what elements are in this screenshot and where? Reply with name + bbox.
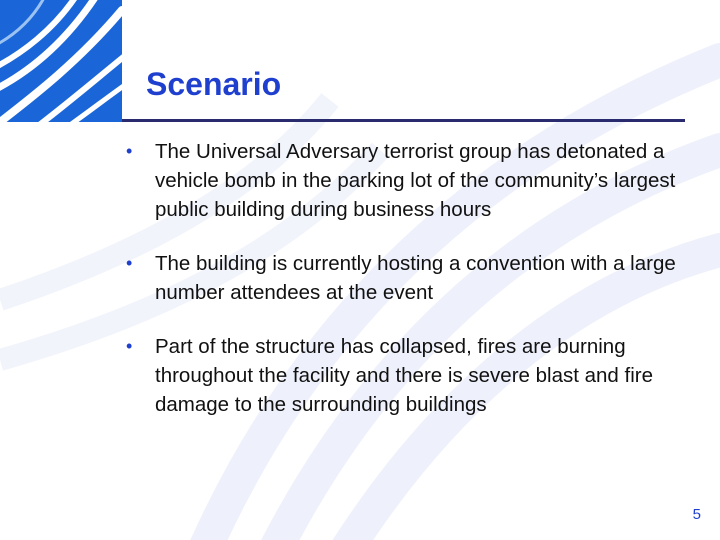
slide-title: Scenario xyxy=(146,66,282,102)
bullet-marker: • xyxy=(126,141,133,161)
bullet-text: The Universal Adversary terrorist group has detonated a vehicle bomb in the parking lot of the community’s largest public building during business hours xyxy=(155,140,676,221)
bullet-item xyxy=(126,137,696,224)
bullet-item xyxy=(126,249,696,307)
bullet-text: Part of the structure has collapsed, fires are burning throughout the facility and there is severe blast and fire damage to the surrounding buildings xyxy=(155,335,653,416)
bullet-text: The building is currently hosting a convention with a large number attendees at the event xyxy=(155,252,676,304)
bullet-marker: • xyxy=(126,336,133,356)
blue-swoosh-logo xyxy=(0,0,122,122)
bullet-marker: • xyxy=(126,253,133,273)
title-divider xyxy=(122,119,685,122)
page-number: 5 xyxy=(692,506,701,523)
bullet-item xyxy=(126,332,696,419)
bullet-list xyxy=(126,137,696,419)
